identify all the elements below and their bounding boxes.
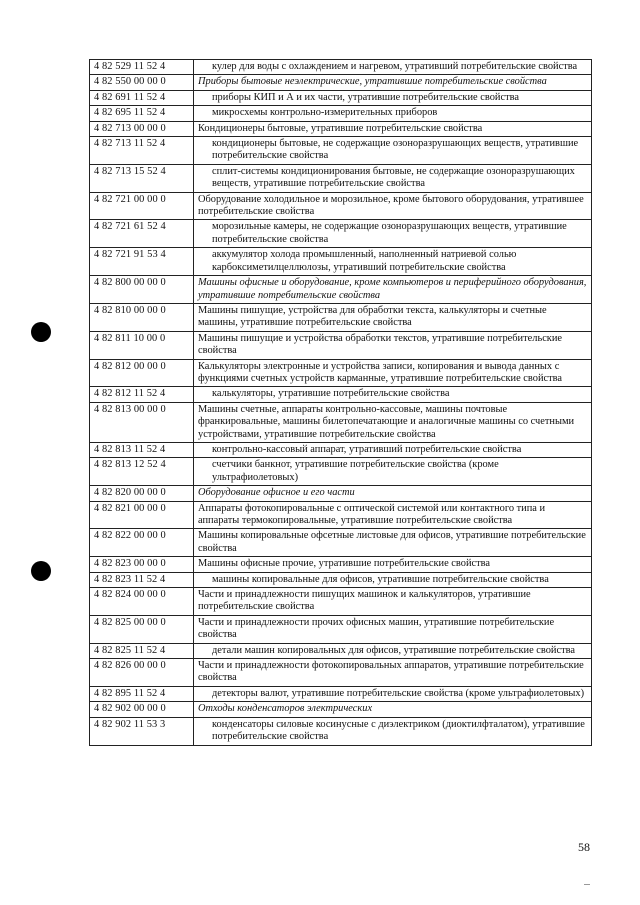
table-row xyxy=(90,220,592,248)
table-row xyxy=(90,276,592,304)
waste-code-cell: 4 82 825 11 52 4 xyxy=(90,643,194,658)
waste-name-cell: детали машин копировальных для офисов, утратившие потребительские свойства xyxy=(194,643,592,658)
waste-code-cell: 4 82 821 00 00 0 xyxy=(90,501,194,529)
waste-code-cell: 4 82 822 00 00 0 xyxy=(90,529,194,557)
table-row xyxy=(90,248,592,276)
table-row xyxy=(90,643,592,658)
waste-code-cell: 4 82 813 12 52 4 xyxy=(90,458,194,486)
waste-name-cell: Машины копировальные офсетные листовые для офисов, утратившие потребительские свойства xyxy=(194,529,592,557)
table-row xyxy=(90,486,592,501)
table-row xyxy=(90,659,592,687)
waste-name-cell: Машины офисные и оборудование, кроме компьютеров и периферийного оборудования, утратившие потребительские свойства xyxy=(194,276,592,304)
waste-name-cell: Оборудование офисное и его части xyxy=(194,486,592,501)
waste-code-cell: 4 82 820 00 00 0 xyxy=(90,486,194,501)
waste-name-cell: микросхемы контрольно-измерительных приборов xyxy=(194,106,592,121)
waste-code-cell: 4 82 550 00 00 0 xyxy=(90,75,194,90)
waste-code-cell: 4 82 713 15 52 4 xyxy=(90,164,194,192)
waste-code-cell: 4 82 721 00 00 0 xyxy=(90,192,194,220)
table-row xyxy=(90,402,592,442)
punch-hole-bottom xyxy=(31,561,51,581)
waste-code-cell: 4 82 800 00 00 0 xyxy=(90,276,194,304)
page-number: 58 xyxy=(578,840,590,854)
waste-name-cell: Калькуляторы электронные и устройства записи, копирования и вывода данных с функциями счетных устройств карманные, утратившие потребительские свойства xyxy=(194,359,592,387)
waste-code-cell: 4 82 721 91 53 4 xyxy=(90,248,194,276)
waste-name-cell: кондиционеры бытовые, не содержащие озоноразрушающих веществ, утратившие потребительские свойства xyxy=(194,137,592,165)
waste-name-cell: Отходы конденсаторов электрических xyxy=(194,702,592,717)
table-row xyxy=(90,387,592,402)
waste-name-cell: Части и принадлежности пишущих машинок и калькуляторов, утратившие потребительские свойства xyxy=(194,588,592,616)
waste-name-cell: счетчики банкнот, утратившие потребительские свойства (кроме ультрафиолетовых) xyxy=(194,458,592,486)
waste-classification-table xyxy=(89,59,592,746)
waste-code-cell: 4 82 823 11 52 4 xyxy=(90,572,194,587)
waste-name-cell: Машины офисные прочие, утратившие потребительские свойства xyxy=(194,557,592,572)
waste-code-cell: 4 82 691 11 52 4 xyxy=(90,90,194,105)
scan-mark xyxy=(584,884,590,885)
table-row xyxy=(90,557,592,572)
waste-code-cell: 4 82 812 11 52 4 xyxy=(90,387,194,402)
waste-name-cell: аккумулятор холода промышленный, наполненный натриевой солью карбоксиметилцеллюлозы, утративший потребительские свойства xyxy=(194,248,592,276)
waste-name-cell: кулер для воды с охлаждением и нагревом, утративший потребительские свойства xyxy=(194,60,592,75)
table-row xyxy=(90,359,592,387)
waste-name-cell: приборы КИП и А и их части, утратившие потребительские свойства xyxy=(194,90,592,105)
waste-code-cell: 4 82 902 11 53 3 xyxy=(90,717,194,745)
waste-name-cell: Оборудование холодильное и морозильное, кроме бытового оборудования, утратившее потребительские свойства xyxy=(194,192,592,220)
table-row xyxy=(90,106,592,121)
waste-code-cell: 4 82 823 00 00 0 xyxy=(90,557,194,572)
waste-code-cell: 4 82 713 00 00 0 xyxy=(90,121,194,136)
waste-code-cell: 4 82 810 00 00 0 xyxy=(90,303,194,331)
waste-code-cell: 4 82 813 11 52 4 xyxy=(90,442,194,457)
table-row xyxy=(90,75,592,90)
table-row xyxy=(90,702,592,717)
waste-code-cell: 4 82 813 00 00 0 xyxy=(90,402,194,442)
waste-name-cell: Аппараты фотокопировальные с оптической системой или контактного типа и аппараты термокопировальные, утратившие потребительские свойства xyxy=(194,501,592,529)
waste-name-cell: машины копировальные для офисов, утратившие потребительские свойства xyxy=(194,572,592,587)
table-row xyxy=(90,121,592,136)
waste-code-cell: 4 82 826 00 00 0 xyxy=(90,659,194,687)
waste-name-cell: сплит-системы кондиционирования бытовые, не содержащие озоноразрушающих веществ, утратившие потребительские свойства xyxy=(194,164,592,192)
waste-name-cell: детекторы валют, утратившие потребительские свойства (кроме ультрафиолетовых) xyxy=(194,686,592,701)
waste-code-cell: 4 82 812 00 00 0 xyxy=(90,359,194,387)
table-row xyxy=(90,615,592,643)
table-row xyxy=(90,458,592,486)
table-row xyxy=(90,137,592,165)
table-row xyxy=(90,442,592,457)
waste-name-cell: Машины пишущие, устройства для обработки текста, калькуляторы и счетные машины, утратившие потребительские свойства xyxy=(194,303,592,331)
waste-name-cell: Части и принадлежности фотокопировальных аппаратов, утратившие потребительские свойства xyxy=(194,659,592,687)
waste-name-cell: контрольно-кассовый аппарат, утративший потребительские свойства xyxy=(194,442,592,457)
waste-name-cell: Кондиционеры бытовые, утратившие потребительские свойства xyxy=(194,121,592,136)
table-row xyxy=(90,501,592,529)
table-row xyxy=(90,588,592,616)
table-row xyxy=(90,164,592,192)
table-row xyxy=(90,60,592,75)
waste-name-cell: конденсаторы силовые косинусные с диэлектриком (диоктилфталатом), утратившие потребительские свойства xyxy=(194,717,592,745)
waste-code-cell: 4 82 721 61 52 4 xyxy=(90,220,194,248)
waste-name-cell: Машины счетные, аппараты контрольно-кассовые, машины почтовые франкировальные, машины билетопечатающие и аналогичные машины со счетными устройствами, утратившие потребительские свойства xyxy=(194,402,592,442)
waste-name-cell: Приборы бытовые неэлектрические, утратившие потребительские свойства xyxy=(194,75,592,90)
table-row xyxy=(90,529,592,557)
waste-name-cell: Части и принадлежности прочих офисных машин, утратившие потребительские свойства xyxy=(194,615,592,643)
table-row xyxy=(90,331,592,359)
table-row xyxy=(90,572,592,587)
table-row xyxy=(90,303,592,331)
waste-code-cell: 4 82 902 00 00 0 xyxy=(90,702,194,717)
waste-name-cell: калькуляторы, утратившие потребительские свойства xyxy=(194,387,592,402)
waste-code-cell: 4 82 824 00 00 0 xyxy=(90,588,194,616)
waste-code-cell: 4 82 895 11 52 4 xyxy=(90,686,194,701)
waste-name-cell: Машины пишущие и устройства обработки текстов, утратившие потребительские свойства xyxy=(194,331,592,359)
punch-hole-top xyxy=(31,322,51,342)
table-row xyxy=(90,192,592,220)
waste-code-cell: 4 82 825 00 00 0 xyxy=(90,615,194,643)
waste-name-cell: морозильные камеры, не содержащие озоноразрушающих веществ, утратившие потребительские свойства xyxy=(194,220,592,248)
waste-code-cell: 4 82 529 11 52 4 xyxy=(90,60,194,75)
waste-code-cell: 4 82 695 11 52 4 xyxy=(90,106,194,121)
waste-code-cell: 4 82 713 11 52 4 xyxy=(90,137,194,165)
table-row xyxy=(90,717,592,745)
table-row xyxy=(90,686,592,701)
table-row xyxy=(90,90,592,105)
waste-code-cell: 4 82 811 10 00 0 xyxy=(90,331,194,359)
